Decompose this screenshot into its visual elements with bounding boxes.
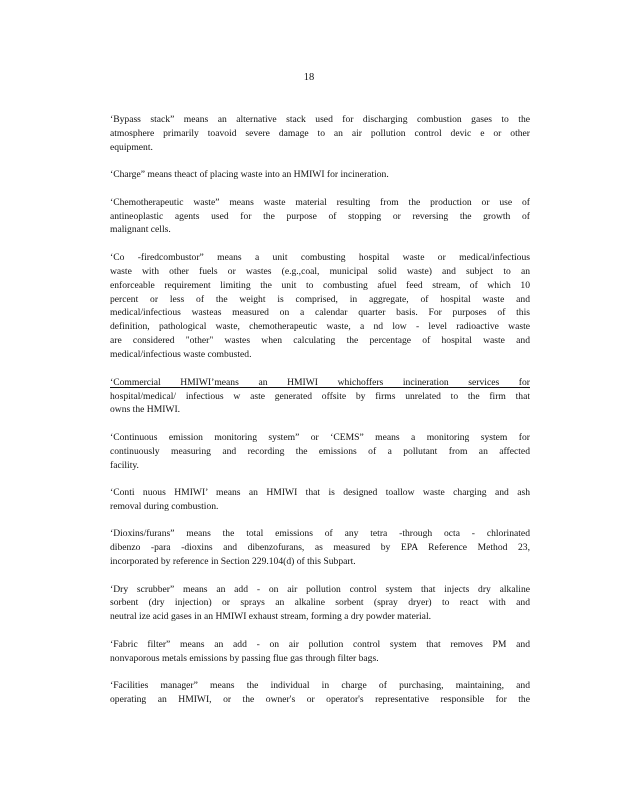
definition-line: neutral ize acid gases in an HMIWI exhaust stream, forming a dry powder material.	[110, 611, 432, 623]
definition-paragraph	[110, 168, 530, 182]
definition-line: medical/infectious waste combusted.	[110, 349, 252, 361]
definition-line: dibenzo -para -dioxins and dibenzofurans, as measured by EPA Reference Method 23,	[110, 542, 530, 554]
definition-paragraph	[110, 113, 530, 155]
definition-paragraph	[110, 196, 530, 238]
definition-line: percent or less of the weight is comprised, in aggregate, of hospital waste and	[110, 293, 530, 305]
definition-paragraph	[110, 486, 530, 514]
definition-line: ‘Co -firedcombustor” means a unit combusting hospital waste or medical/infectious	[110, 251, 530, 263]
definition-paragraph	[110, 583, 530, 625]
definition-paragraph	[110, 527, 530, 569]
definition-line: malignant cells.	[110, 224, 171, 236]
definition-line: ‘Fabric filter” means an add - on air pollution control system that removes PM and	[110, 638, 530, 650]
definition-line: continuously measuring and recording the emissions of a pollutant from an affected	[110, 445, 530, 457]
definition-line: antineoplastic agents used for the purpose of stopping or reversing the growth of	[110, 210, 530, 222]
definition-paragraph	[110, 376, 530, 418]
definition-line: facility.	[110, 459, 139, 471]
definition-paragraph	[110, 638, 530, 666]
definition-line: ‘Charge” means theact of placing waste into an HMIWI for incineration.	[110, 169, 389, 181]
page-number: 18	[303, 72, 315, 83]
definition-line: hospital/medical/ infectious w aste generated offsite by firms unrelated to the firm that	[110, 390, 530, 402]
definition-line: definition, pathological waste, chemotherapeutic waste, a nd low - level radioactive waste	[110, 321, 530, 333]
definition-line: atmosphere primarily toavoid severe damage to an air pollution control devic e or other	[110, 127, 530, 139]
definition-line: ‘Commercial HMIWI’means an HMIWI whichoffers incineration services for	[110, 376, 530, 388]
definition-paragraph	[110, 431, 530, 473]
definition-line: are considered "other" wastes when calculating the percentage of hospital waste and	[110, 335, 530, 347]
definition-line: sorbent (dry injection) or sprays an alkaline sorbent (spray dryer) to react with and	[110, 597, 530, 609]
definition-line: ‘Facilities manager” means the individual in charge of purchasing, maintaining, and	[110, 680, 530, 692]
definition-line: medical/infectious wasteas measured on a calendar quarter basis. For purposes of this	[110, 307, 530, 319]
definition-line: removal during combustion.	[110, 500, 219, 512]
definition-line: nonvaporous metals emissions by passing flue gas through filter bags.	[110, 652, 379, 664]
definition-paragraph	[110, 679, 530, 707]
definition-line: owns the HMIWI.	[110, 404, 181, 416]
definition-line: ‘Conti nuous HMIWI’ means an HMIWI that is designed toallow waste charging and ash	[110, 487, 530, 499]
definition-line: equipment.	[110, 141, 153, 153]
definition-line: enforceable requirement limiting the unit to combusting afuel feed stream, of which 10	[110, 279, 530, 291]
definition-line: ‘Dioxins/furans” means the total emissions of any tetra -through octa - chlorinated	[110, 528, 530, 540]
definition-line: incorporated by reference in Section 229.104(d) of this Subpart.	[110, 556, 356, 568]
definition-line: waste with other fuels or wastes (e.g.,coal, municipal solid waste) and subject to an	[110, 265, 530, 277]
definition-line: ‘Dry scrubber” means an add - on air pollution control system that injects dry alkaline	[110, 583, 530, 595]
definition-line: ‘Bypass stack” means an alternative stack used for discharging combustion gases to the	[110, 114, 530, 125]
definition-paragraph	[110, 251, 530, 362]
definitions-list	[110, 113, 530, 720]
definition-line: ‘Chemotherapeutic waste” means waste material resulting from the production or use of	[110, 196, 530, 208]
definition-line: ‘Continuous emission monitoring system” or ‘CEMS” means a monitoring system for	[110, 431, 530, 443]
definition-line: operating an HMIWI, or the owner's or operator's representative responsible for the	[110, 694, 530, 705]
